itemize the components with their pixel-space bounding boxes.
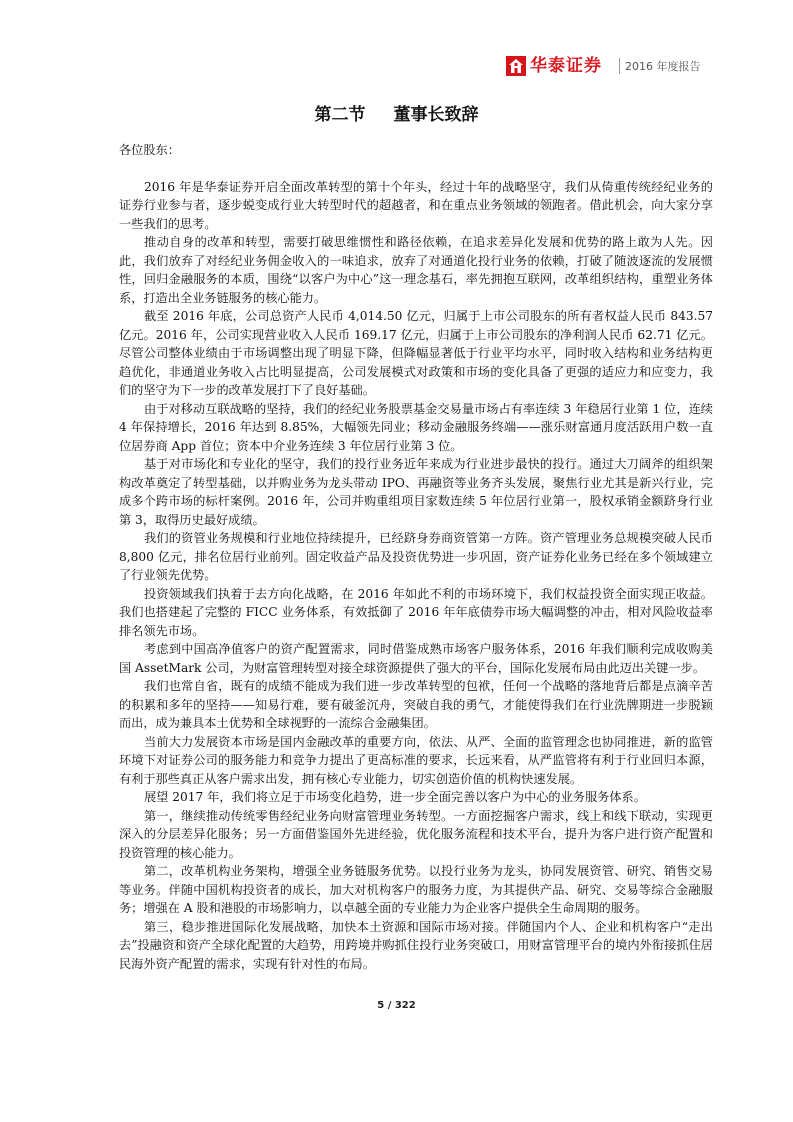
header-divider xyxy=(619,58,620,74)
salutation: 各位股东： xyxy=(119,143,180,157)
letter-body xyxy=(119,141,713,973)
paragraph: 基于对市场化和专业化的坚守，我们的投行业务近年来成为行业进步最快的投行。通过大刀阔斧的组织架构改革奠定了转型基础，以并购业务为龙头带动 IPO、再融资等业务齐头发展，聚焦行业尤其是新兴行业，完成多个跨市场的标杆案例。2016 年，公司并购重组项目家数连续 5 年位居行业第一，股权承销金额跻身行业第 3，取得历史最好成绩。 xyxy=(119,457,713,527)
paragraph: 第二，改革机构业务架构，增强全业务链服务优势。以投行业务为龙头，协同发展资管、研究、销售交易等业务。伴随中国机构投资者的成长，加大对机构客户的服务力度，为其提供产品、研究、交易等综合金融服务；增强在 A 股和港股的市场影响力，以卓越全面的专业能力为企业客户提供全生命周期的服务。 xyxy=(119,864,713,915)
section-name: 董事长致辞 xyxy=(393,105,479,125)
page-number: 5 / 322 xyxy=(377,1000,416,1011)
paragraph: 展望 2017 年，我们将立足于市场变化趋势，进一步全面完善以客户为中心的业务服务体系。 xyxy=(144,790,646,804)
paragraph: 第一，继续推动传统零售经纪业务向财富管理业务转型。一方面挖掘客户需求，线上和线下联动，实现更深入的分层差异化服务；另一方面借鉴国外先进经验，优化服务流程和技术平台，提升为客户进行资产配置和投资管理的核心能力。 xyxy=(119,808,713,860)
paragraph: 2016 年是华泰证券开启全面改革转型的第十个年头，经过十年的战略坚守，我们从倚重传统经纪业务的证券行业参与者，逐步蜕变成行业大转型时代的超越者，和在重点业务领域的领跑者。借此机会，向大家分享一些我们的思考。 xyxy=(119,179,713,231)
paragraph: 我们也常自省，既有的成绩不能成为我们进一步改革转型的包袱，任何一个战略的落地背后都是点滴辛苦的积累和多年的坚持——知易行难，要有破釜沉舟，突破自我的勇气，才能使得我们在行业洗牌期进一步脱颖而出，成为兼具本土优势和全球视野的一流综合金融集团。 xyxy=(119,679,713,730)
paragraph: 投资领域我们执着于去方向化战略，在 2016 年如此不利的市场环境下，我们权益投资全面实现正收益。我们也搭建起了完整的 FICC 业务体系，有效抵御了 2016 年年底债券市场大幅调整的冲击，相对风险收益率排名领先市场。 xyxy=(119,586,713,638)
paragraph: 考虑到中国高净值客户的资产配置需求，同时借鉴成熟市场客户服务体系，2016 年我们顺利完成收购美国 AssetMark 公司，为财富管理转型对接全球资源提供了强大的平台，国际化发展布局由此迈出关键一步。 xyxy=(119,642,713,675)
paragraph: 我们的资管业务规模和行业地位持续提升，已经跻身券商资管第一方阵。资产管理业务总规模突破人民币 8,800 亿元，排名位居行业前列。固定收益产品及投资优势进一步巩固，资产证券化业务已经在多个领域建立了行业领先优势。 xyxy=(119,531,713,582)
section-title xyxy=(0,103,793,127)
paragraph: 第三，稳步推进国际化发展战略，加快本土资源和国际市场对接。伴随国内个人、企业和机构客户“走出去”投融资和资产全球化配置的大趋势，用跨境并购抓住投行业务突破口，用财富管理平台的境内外衔接抓住居民海外资产配置的需求，实现有针对性的布局。 xyxy=(119,919,713,971)
brand-name: 华泰证券 xyxy=(530,56,602,76)
report-label: 2016 年度报告 xyxy=(625,60,701,73)
paragraph: 推动自身的改革和转型，需要打破思维惯性和路径依赖，在追求差异化发展和优势的路上敢为人先。因此，我们放弃了对经纪业务佣金收入的一味追求，放弃了对通道化投行业务的依赖，打破了随波逐流的发展惯性，回归金融服务的本质，围绕“以客户为中心”这一理念基石，率先拥抱互联网，改革组织结构，重塑业务体系，打造出全业务链服务的核心能力。 xyxy=(119,235,713,305)
paragraph: 当前大力发展资本市场是国内金融改革的重要方向，依法、从严、全面的监管理念也协同推进，新的监管环境下对证券公司的服务能力和竞争力提出了更高标准的要求，长远来看，从严监管将有利于行业回归本源，有利于那些真正从客户需求出发，拥有核心专业能力，切实创造价值的机构快速发展。 xyxy=(119,734,713,786)
section-number: 第二节 xyxy=(314,105,366,125)
paragraph: 由于对移动互联战略的坚持，我们的经纪业务股票基金交易量市场占有率连续 3 年稳居行业第 1 位，连续 4 年保持增长，2016 年达到 8.85%，大幅领先同业；移动金融服务终端——涨乐财富通月度活跃用户数一直位居券商 App 首位；资本中介业务连续 3 年位居行业第 3 位。 xyxy=(119,401,713,453)
huatai-logo-icon xyxy=(506,56,526,76)
paragraph: 截至 2016 年底，公司总资产人民币 4,014.50 亿元，归属于上市公司股东的所有者权益人民币 843.57 亿元。2016 年，公司实现营业收入人民币 169.17 亿元，归属于上市公司股东的净利润人民币 62.71 亿元。尽管公司整体业绩由于市场调整出现了明显下降，但降幅显著低于行业平均水平，同时收入结构和业务结构更趋优化，非通道业务收入占比明显提高，公司发展模式对政策和市场的变化具备了更强的适应力和应变力，我们的坚守为下一步的改革发展打下了良好基础。 xyxy=(119,309,713,397)
page-header xyxy=(0,54,793,84)
